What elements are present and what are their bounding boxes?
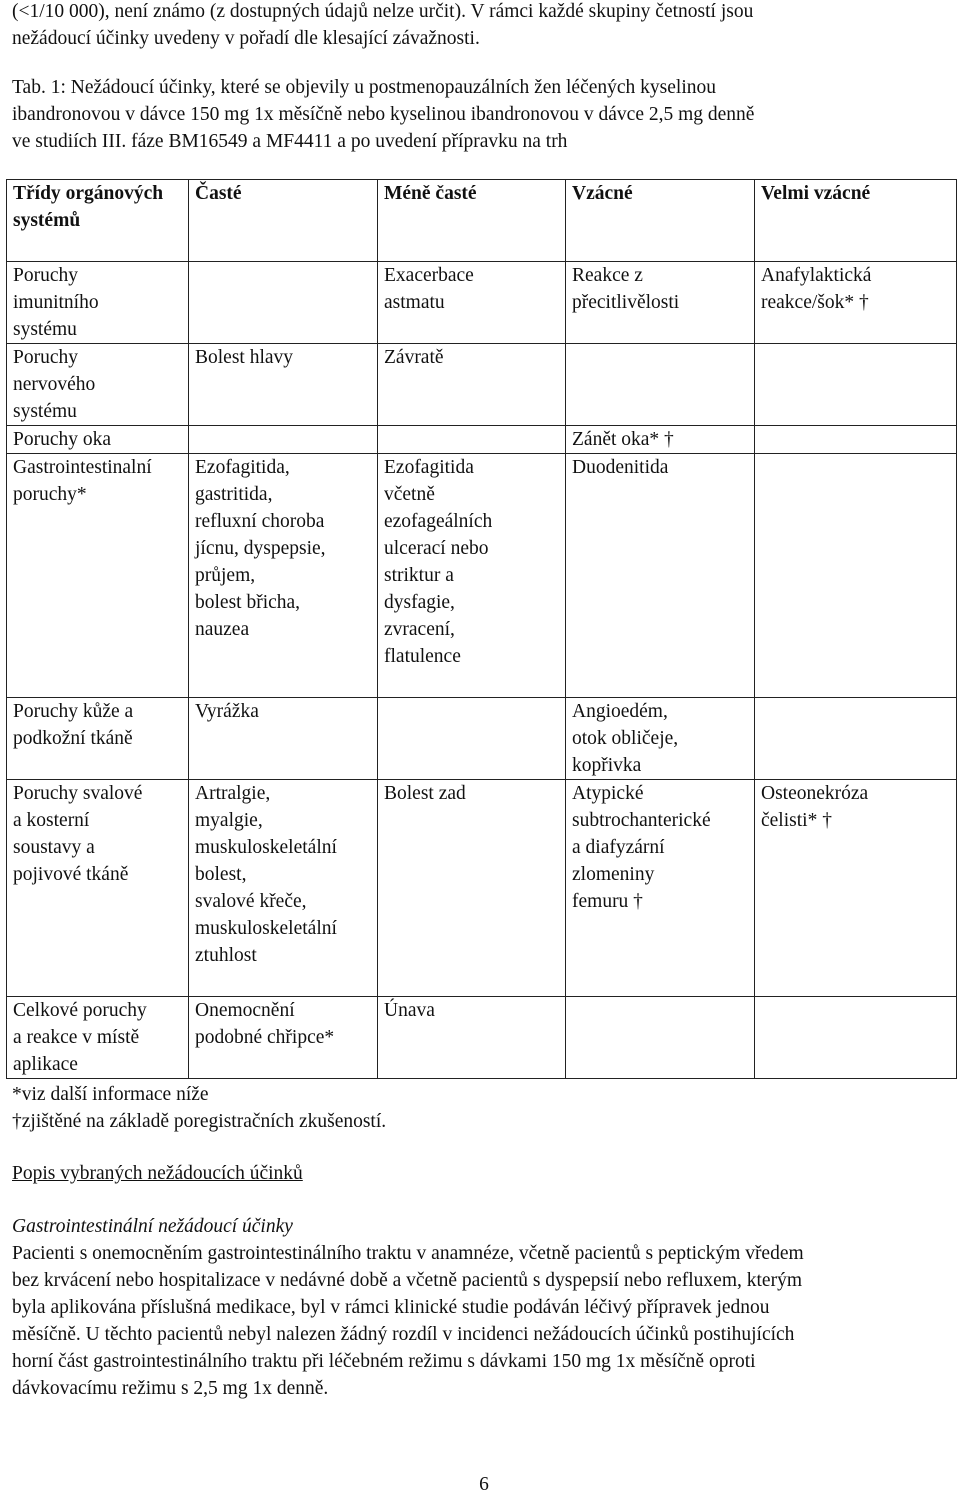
paragraph-line: Pacienti s onemocněním gastrointestinálního traktu v anamnéze, včetně pacientů s peptickým vředem	[12, 1243, 804, 1264]
intro-line: (<1/10 000), není známo (z dostupných údajů nelze určit). V rámci každé skupiny četností jsou	[12, 1, 754, 22]
paragraph-line: horní část gastrointestinálního traktu při léčebném režimu s dávkami 150 mg 1x měsíčně oproti	[12, 1351, 756, 1372]
header-organ-class: Třídy orgánových systémů	[7, 180, 189, 262]
very-rare-cell	[755, 997, 957, 1079]
uncommon-cell	[378, 426, 566, 454]
caption-line: Tab. 1: Nežádoucí účinky, které se objevily u postmenopauzálních žen léčených kyselinou	[12, 77, 717, 98]
uncommon-cell: Exacerbace astmatu	[378, 262, 566, 344]
common-cell: Ezofagitida, gastritida, refluxní choroba jícnu, dyspepsie, průjem, bolest břicha, nauzea	[189, 454, 378, 698]
header-common: Časté	[189, 180, 378, 262]
rare-cell: Angioedém, otok obličeje, kopřivka	[566, 698, 755, 780]
table-row	[7, 344, 957, 426]
subsection-title: Gastrointestinální nežádoucí účinky	[12, 1216, 293, 1237]
paragraph-line: byla aplikována příslušná medikace, byl v rámci klinické studie podáván léčivý přípravek jednou	[12, 1297, 770, 1318]
table-row	[7, 262, 957, 344]
rare-cell: Duodenitida	[566, 454, 755, 698]
uncommon-cell: Bolest zad	[378, 780, 566, 997]
table-row	[7, 454, 957, 698]
organ-class-cell: Gastrointestinalní poruchy*	[7, 454, 189, 698]
common-cell: Bolest hlavy	[189, 344, 378, 426]
organ-class-cell: Poruchy oka	[7, 426, 189, 454]
table-row	[7, 698, 957, 780]
intro-line: nežádoucí účinky uvedeny v pořadí dle klesající závažnosti.	[12, 28, 480, 49]
header-rare: Vzácné	[566, 180, 755, 262]
paragraph-line: měsíčně. U těchto pacientů nebyl nalezen žádný rozdíl v incidenci nežádoucích účinků postihujících	[12, 1324, 795, 1345]
rare-cell	[566, 997, 755, 1079]
table-footnotes	[12, 1081, 956, 1135]
table-row	[7, 426, 957, 454]
table-header-row	[7, 180, 957, 262]
header-uncommon: Méně časté	[378, 180, 566, 262]
organ-class-cell: Poruchy nervového systému	[7, 344, 189, 426]
table-caption	[12, 74, 956, 155]
header-very-rare: Velmi vzácné	[755, 180, 957, 262]
common-cell: Artralgie, myalgie, muskuloskeletální bolest, svalové křeče, muskuloskeletální ztuhlost	[189, 780, 378, 997]
organ-class-cell: Celkové poruchy a reakce v místě aplikace	[7, 997, 189, 1079]
organ-class-cell: Poruchy svalové a kosterní soustavy a pojivové tkáně	[7, 780, 189, 997]
footnote-asterisk: *viz další informace níže	[12, 1084, 209, 1105]
intro-paragraph	[12, 0, 956, 52]
common-cell: Vyrážka	[189, 698, 378, 780]
caption-line: ibandronovou v dávce 150 mg 1x měsíčně nebo kyselinou ibandronovou v dávce 2,5 mg denně	[12, 104, 755, 125]
adverse-effects-table	[6, 179, 957, 1079]
rare-cell: Zánět oka* †	[566, 426, 755, 454]
uncommon-cell: Únava	[378, 997, 566, 1079]
organ-class-cell: Poruchy kůže a podkožní tkáně	[7, 698, 189, 780]
uncommon-cell: Ezofagitida včetně ezofageálních ulcerací nebo striktur a dysfagie, zvracení, flatulence	[378, 454, 566, 698]
organ-class-cell: Poruchy imunitního systému	[7, 262, 189, 344]
caption-line: ve studiích III. fáze BM16549 a MF4411 a po uvedení přípravku na trh	[12, 131, 568, 152]
common-cell: Onemocnění podobné chřipce*	[189, 997, 378, 1079]
gi-paragraph	[12, 1240, 956, 1402]
table-row	[7, 780, 957, 997]
uncommon-cell: Závratě	[378, 344, 566, 426]
very-rare-cell	[755, 454, 957, 698]
very-rare-cell	[755, 698, 957, 780]
rare-cell	[566, 344, 755, 426]
rare-cell: Atypické subtrochanterické a diafyzární zlomeniny femuru †	[566, 780, 755, 997]
paragraph-line: bez krvácení nebo hospitalizace v nedávné době a včetně pacientů s dyspepsií nebo refluxem, kterým	[12, 1270, 802, 1291]
uncommon-cell	[378, 698, 566, 780]
very-rare-cell	[755, 344, 957, 426]
rare-cell: Reakce z přecitlivělosti	[566, 262, 755, 344]
very-rare-cell: Osteonekróza čelisti* †	[755, 780, 957, 997]
very-rare-cell	[755, 426, 957, 454]
common-cell	[189, 426, 378, 454]
common-cell	[189, 262, 378, 344]
paragraph-line: dávkovacímu režimu s 2,5 mg 1x denně.	[12, 1378, 329, 1399]
table-row	[7, 997, 957, 1079]
very-rare-cell: Anafylaktická reakce/šok* †	[755, 262, 957, 344]
section-title: Popis vybraných nežádoucích účinků	[12, 1163, 303, 1184]
footnote-dagger: †zjištěné na základě poregistračních zkušeností.	[12, 1111, 387, 1132]
page-number: 6	[479, 1474, 489, 1495]
